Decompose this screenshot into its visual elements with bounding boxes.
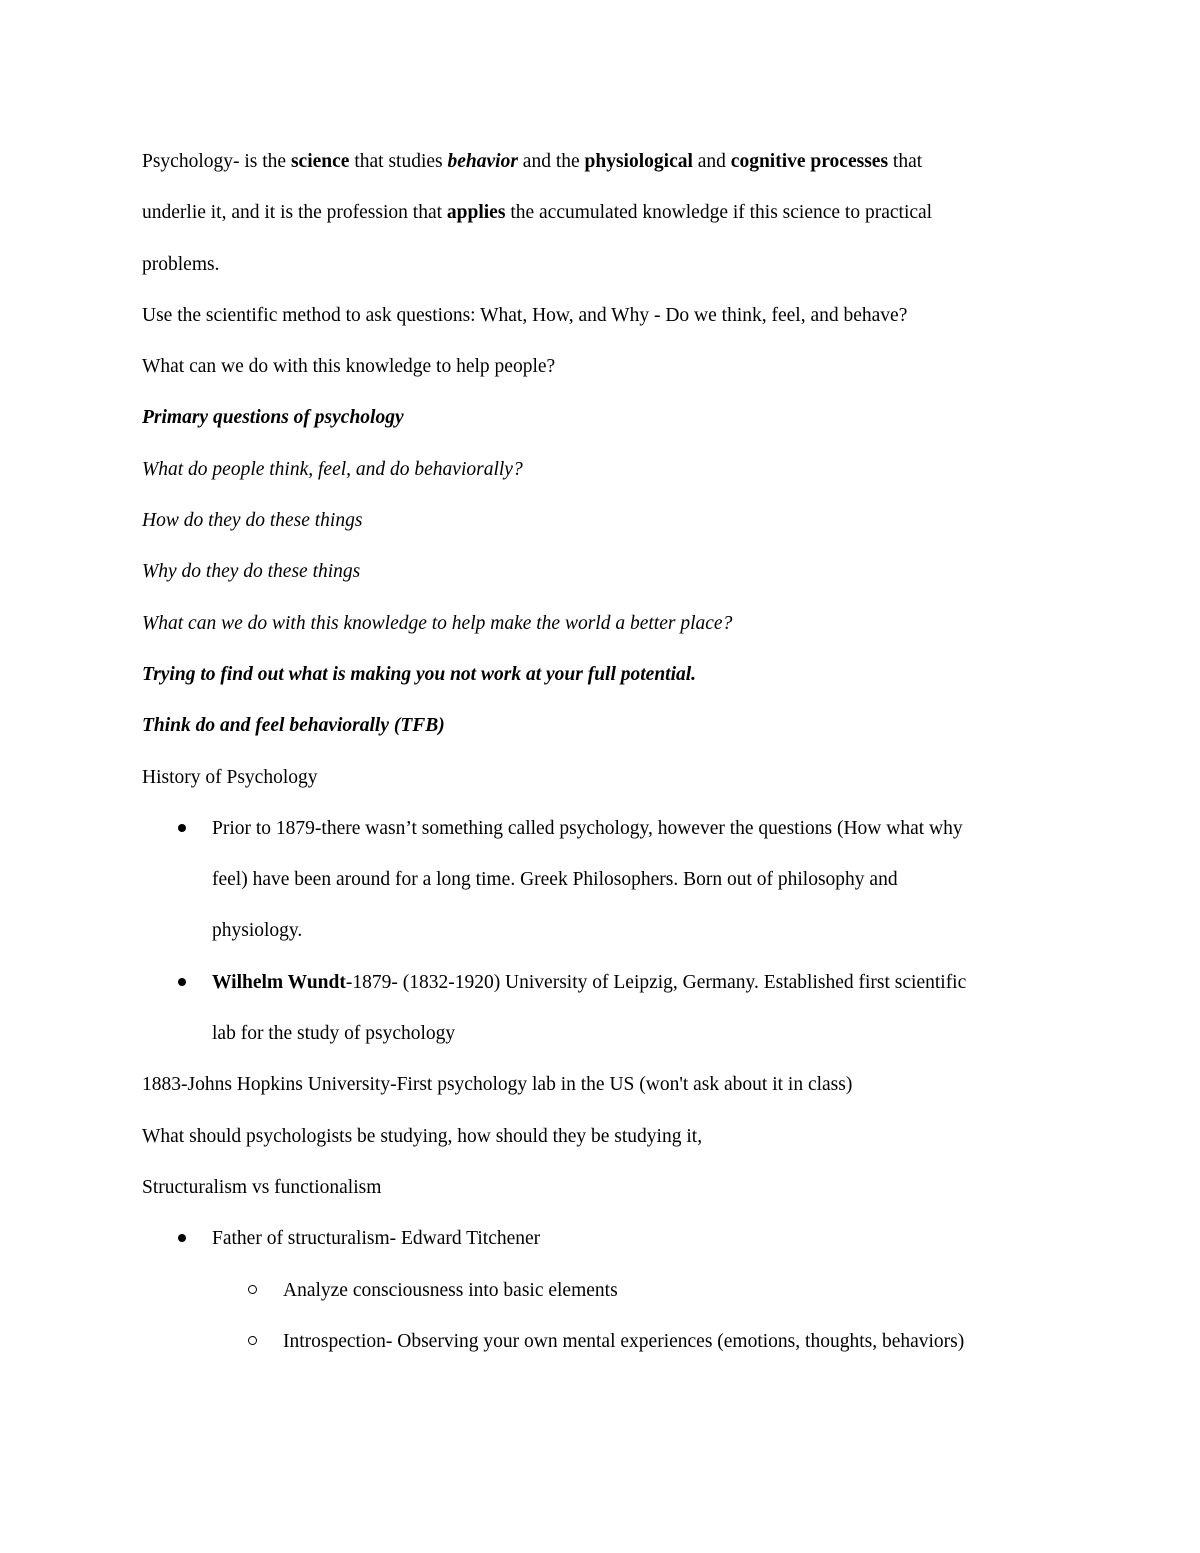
list-item-text: Father of structuralism- Edward Titchener — [212, 1228, 541, 1250]
text-span: underlie it, and it is the profession that — [142, 202, 447, 224]
method-line: Use the scientific method to ask questions: What, How, and Why - Do we think, feel, and behave? — [142, 304, 908, 326]
term-behavior: behavior — [447, 151, 518, 172]
list-item — [142, 1213, 1062, 1264]
emphasis-line: Trying to find out what is making you not work at your full potential. — [142, 663, 697, 685]
list-item — [142, 957, 1062, 1060]
bullet-icon — [178, 1234, 186, 1242]
question-line: What can we do with this knowledge to help make the world a better place? — [142, 612, 733, 634]
list-item-text: Introspection- Observing your own mental experiences (emotions, thoughts, behaviors) — [283, 1330, 965, 1352]
text-line: lab for the study of psychology — [212, 1023, 456, 1045]
bullet-icon — [178, 978, 186, 986]
history-heading: History of Psychology — [142, 766, 318, 788]
definition-line-1 — [142, 136, 1062, 187]
history-list — [142, 803, 1062, 1059]
text-line: -1879- (1832-1920) University of Leipzig, Germany. Established first scientific — [345, 971, 967, 993]
bullet-icon — [178, 824, 186, 832]
sub-list-item — [142, 1316, 1062, 1367]
structuralism-list — [142, 1213, 1062, 1367]
emphasis-line: Think do and feel behaviorally (TFB) — [142, 715, 445, 737]
definition-line-2 — [142, 187, 1062, 238]
text-span: Psychology- is the — [142, 151, 291, 172]
text-span: and — [692, 151, 731, 172]
text-span: that — [888, 151, 923, 172]
question-line: How do they do these things — [142, 510, 363, 532]
hollow-bullet-icon — [248, 1336, 257, 1345]
question-line: What do people think, feel, and do behaviorally? — [142, 458, 523, 480]
johns-hopkins-line: 1883-Johns Hopkins University-First psychology lab in the US (won't ask about it in class) — [142, 1074, 853, 1096]
text-line: feel) have been around for a long time. Greek Philosophers. Born out of philosophy and — [212, 869, 898, 891]
sub-list-item — [142, 1265, 1062, 1316]
help-line: What can we do with this knowledge to help people? — [142, 356, 556, 378]
list-item — [142, 803, 1062, 957]
list-item-text — [212, 957, 1062, 1060]
text-line: Prior to 1879-there wasn’t something called psychology, however the questions (How what why — [212, 817, 963, 839]
list-item-text — [212, 803, 1062, 957]
term-science: science — [290, 151, 350, 172]
studying-line: What should psychologists be studying, how should they be studying it, — [142, 1125, 703, 1147]
document-body — [142, 136, 1062, 1367]
person-name: Wilhelm Wundt — [212, 971, 346, 993]
text-span: that studies — [349, 151, 448, 172]
structuralism-heading: Structuralism vs functionalism — [142, 1176, 382, 1198]
text-span: the accumulated knowledge if this science to practical — [505, 202, 933, 224]
primary-questions-heading: Primary questions of psychology — [142, 407, 404, 429]
hollow-bullet-icon — [248, 1285, 257, 1294]
list-item-text: Analyze consciousness into basic elements — [283, 1279, 618, 1301]
term-cognitive-processes: cognitive processes — [730, 151, 889, 172]
text-line: physiology. — [212, 920, 303, 942]
text-span: and the — [517, 151, 585, 172]
question-line: Why do they do these things — [142, 561, 361, 583]
definition-line-3: problems. — [142, 253, 220, 275]
term-physiological: physiological — [584, 151, 693, 172]
term-applies: applies — [446, 202, 506, 224]
